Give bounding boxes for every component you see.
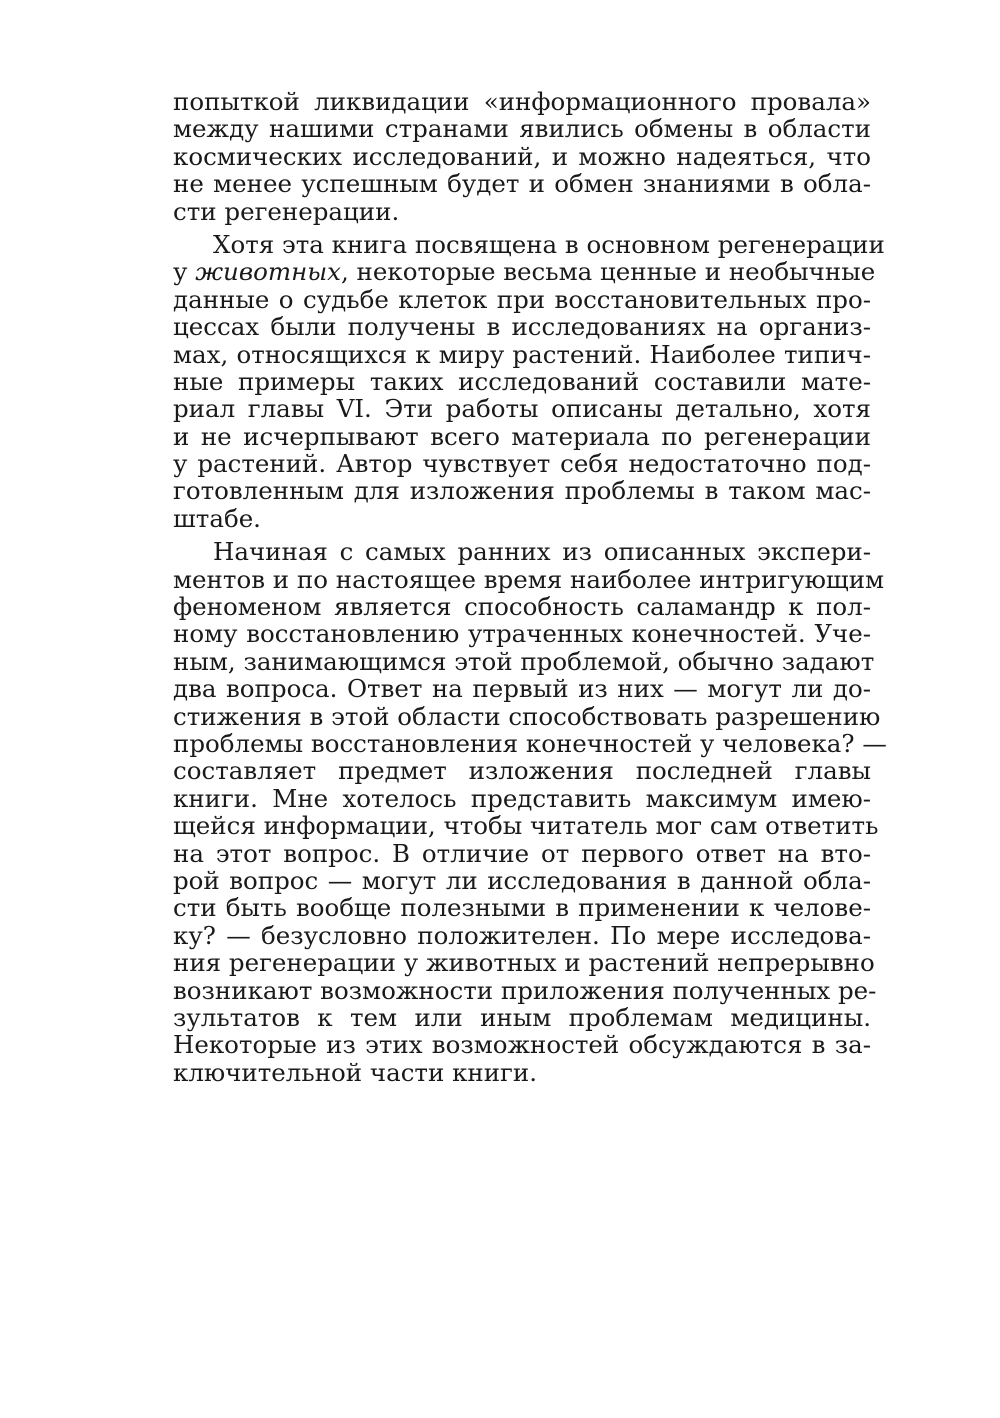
text-line: и не исчерпывают всего материала по регенерации [173,421,871,451]
text-line: Хотя эта книга посвящена в основном регенерации [213,229,885,259]
text-line: штабе. [173,503,261,533]
text-line: ные примеры таких исследований составили мате- [173,366,871,396]
text-line: данные о судьбе клеток при восстановительных про- [173,284,871,314]
text-line: ным, занимающимся этой проблемой, обычно задают [173,646,875,676]
text-line: цессах были получены в исследованиях на организ- [173,312,871,342]
text-line: готовленным для изложения проблемы в таком мас- [173,476,871,506]
body-text [173,87,887,1087]
text-line: между нашими странами явились обмены в области [173,114,871,144]
text-line: Начиная с самых ранних из описанных экспери- [213,537,871,567]
text-line: сти регенерации. [173,196,400,226]
text-line: ному восстановлению утраченных конечностей. Уче- [173,619,871,649]
text-line: возникают возможности приложения полученных ре- [173,975,877,1005]
text-line: стижения в этой области способствовать разрешению [173,701,881,731]
italic-word: животных [195,257,341,287]
text-line: феноменом является способность саламандр к пол- [173,592,871,622]
text-line: два вопроса. Ответ на первый из них — могут ли до- [173,674,871,704]
text-line: ния регенерации у животных и растений непрерывно [173,948,875,978]
text-line: мах, относящихся к миру растений. Наиболее типич- [173,339,871,369]
text-line: проблемы восстановления конечностей у человека? — [173,728,887,758]
text-line: книги. Мне хотелось представить максимум имею- [173,783,871,813]
text-line: ключительной части книги. [173,1057,538,1087]
text-line: рой вопрос — могут ли исследования в данной обла- [173,865,871,895]
text-line: не менее успешным будет и обмен знаниями в обла- [173,169,871,199]
text-line: риал главы VI. Эти работы описаны детально, хотя [173,394,871,424]
text-line: зультатов к тем или иным проблемам медицины. [173,1002,871,1032]
text-line: на этот вопрос. В отличие от первого ответ на вто- [173,838,871,868]
text-line: космических исследований, и можно надеяться, что [173,141,871,171]
text-line: попыткой ликвидации «информационного провала» [173,87,871,116]
text-line: ку? — безусловно положителен. По мере исследова- [173,920,871,950]
text-line: сти быть вообще полезными в применении к челове- [173,893,871,923]
text-line: Некоторые из этих возможностей обсуждаются в за- [173,1030,871,1060]
text-line-with-italic: у животных, некоторые весьма ценные и необычные [173,257,876,287]
text-line: у растений. Автор чувствует себя недостаточно под- [173,449,871,479]
text-line: щейся информации, чтобы читатель мог сам ответить [173,811,879,841]
text-line: ментов и по настоящее время наиболее интригующим [173,564,885,594]
text-line: составляет предмет изложения последней главы [173,756,871,786]
